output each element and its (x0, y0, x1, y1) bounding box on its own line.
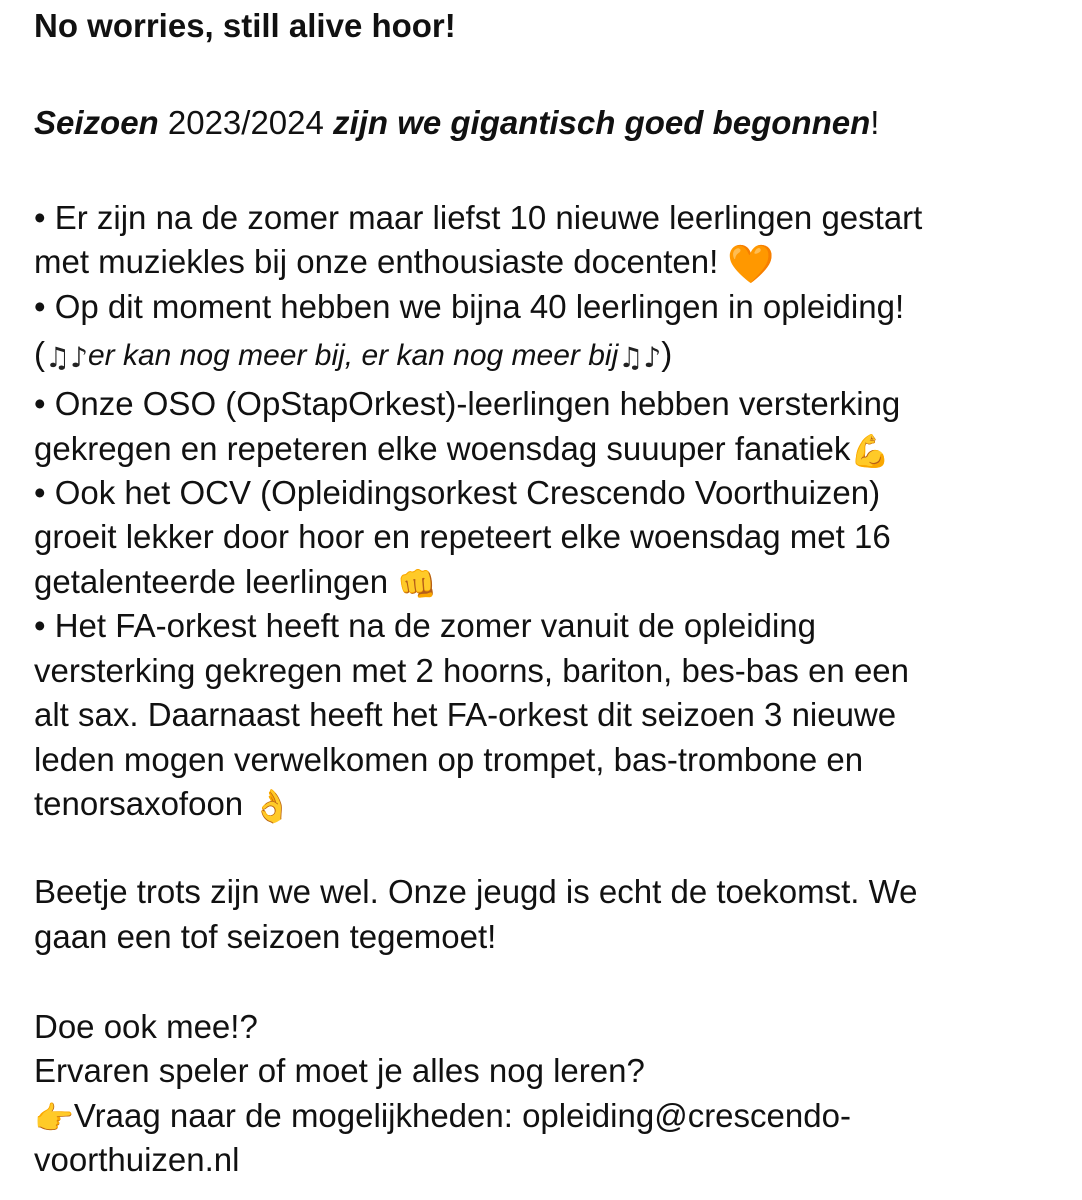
flexed-biceps-icon: 💪 (850, 432, 891, 470)
musical-notes-icon: ♫♪ (618, 341, 662, 374)
bullet-5-line-2: versterking gekregen met 2 hoorns, bariton, bes-bas en een (34, 652, 910, 689)
bullet-1-line-1: • Er zijn na de zomer maar liefst 10 nieuwe leerlingen gestart (34, 199, 923, 236)
proud-line-2: gaan een tof seizoen tegemoet! (34, 918, 497, 955)
bullet-5-line-5: tenorsaxofoon 👌 (34, 785, 293, 825)
orange-heart-icon: 🧡 (727, 242, 775, 286)
bullet-5-line-3: alt sax. Daarnaast heeft het FA-orkest dit seizoen 3 nieuwe (34, 696, 897, 733)
proud-line-1: Beetje trots zijn we wel. Onze jeugd is echt de toekomst. We (34, 873, 918, 910)
greeting: No worries, still alive hoor! (34, 7, 456, 44)
bullet-3-line-1: • Onze OSO (OpStapOrkest)-leerlingen hebben versterking (34, 385, 901, 422)
cta-line-4[interactable] (34, 1138, 239, 1182)
bullet-1-line-2: met muziekles bij onze enthousiaste docenten! 🧡 (34, 242, 775, 286)
bullet-2-line-1: • Op dit moment hebben we bijna 40 leerlingen in opleiding! (34, 288, 905, 325)
bullet-4-line-3: getalenteerde leerlingen 👊 (34, 563, 438, 603)
cta-line-2: Ervaren speler of moet je alles nog leren? (34, 1052, 645, 1089)
bullet-3-line-2: gekregen en repeteren elke woensdag suuuper fanatiek💪 (34, 430, 891, 470)
bullet-5-line-4: leden mogen verwelkomen op trompet, bas-trombone en (34, 741, 864, 778)
cta-line-1: Doe ook mee!? (34, 1008, 258, 1045)
fist-bump-icon: 👊 (397, 565, 438, 603)
bullet-4-line-2: groeit lekker door hoor en repeteert elke woensdag met 16 (34, 518, 891, 555)
musical-notes-icon: ♫♪ (45, 341, 88, 374)
bullet-4-line-1: • Ook het OCV (Opleidingsorkest Crescendo Voorthuizen) (34, 474, 881, 511)
bullet-5-line-1: • Het FA-orkest heeft na de zomer vanuit de opleiding (34, 607, 816, 644)
bullet-2-aside: (♫♪er kan nog meer bij, er kan nog meer bij♫♪) (34, 335, 673, 374)
ok-hand-icon: 👌 (252, 787, 293, 825)
pointing-right-icon: 👉 (34, 1099, 74, 1137)
season-line: Seizoen 2023/2024 zijn we gigantisch goed begonnen! (34, 104, 880, 141)
cta-line-3 (34, 1094, 851, 1138)
email-link-part-2[interactable]: voorthuizen.nl (34, 1141, 240, 1178)
email-link-part-1[interactable]: Vraag naar de mogelijkheden: opleiding@crescendo- (73, 1097, 851, 1134)
